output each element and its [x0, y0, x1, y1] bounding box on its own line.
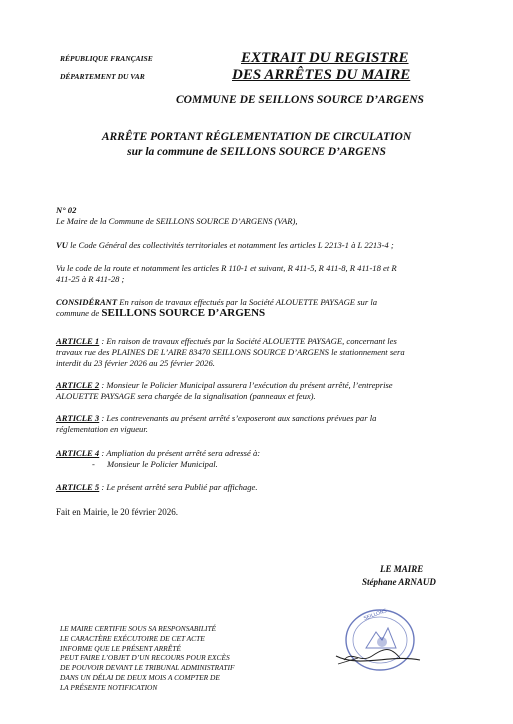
vu-code-line2: 411-25 à R 411-28 ;	[56, 274, 125, 284]
arrete-title-line2: sur la commune de SEILLONS SOURCE D’ARGENS	[127, 146, 386, 158]
article1-label: ARTICLE 1	[56, 336, 100, 346]
fait-en-mairie: Fait en Mairie, le 20 février 2026.	[56, 507, 178, 517]
considerant-text: En raison de travaux effectués par la Société ALOUETTE PAYSAGE sur la	[119, 297, 378, 307]
footer-line: LA PRÉSENTE NOTIFICATION	[60, 682, 158, 692]
considerant-text2: commune de	[56, 308, 100, 318]
article4-line2: Monsieur le Policier Municipal.	[107, 459, 218, 469]
article3-line1: : Les contrevenants au présent arrêté s’exposeront aux sanctions prévues par la	[101, 413, 377, 423]
stamp-text: SEILLONS	[362, 608, 388, 622]
department-label: DÉPARTEMENT DU VAR	[60, 72, 145, 81]
article4-recipient	[92, 459, 452, 470]
article2-label: ARTICLE 2	[56, 380, 100, 390]
commune-stamp	[330, 598, 426, 678]
footer-line: LE CARACTÈRE EXÉCUTOIRE DE CET ACTE	[60, 633, 205, 643]
vu-clause	[56, 240, 458, 251]
commune-heading: COMMUNE DE SEILLONS SOURCE D’ARGENS	[176, 94, 424, 106]
article5-label: ARTICLE 5	[56, 482, 100, 492]
vu-text: le Code Général des collectivités territoriales et notamment les articles L 2213-1 à L 2213-4 ;	[70, 240, 394, 250]
footer-certification	[60, 624, 234, 693]
article4-line1: : Ampliation du présent arrêté sera adressé à:	[101, 448, 261, 458]
signature-title: LE MAIRE	[380, 564, 424, 574]
republic-label: RÉPUBLIQUE FRANÇAISE	[60, 54, 153, 63]
article5	[56, 482, 458, 493]
article4-bullet: -	[92, 459, 95, 469]
vu-label: VU	[56, 240, 68, 250]
footer-line: LE MAIRE CERTIFIE SOUS SA RESPONSABILITÉ	[60, 624, 217, 633]
maire-intro: Le Maire de la Commune de SEILLONS SOURCE D’ARGENS (VAR),	[56, 216, 298, 226]
register-title-line2: DES ARRÊTES DU MAIRE	[232, 67, 411, 83]
article1	[56, 336, 458, 347]
article5-line1: : Le présent arrêté sera Publié par affichage.	[101, 482, 258, 492]
article1-line2: travaux rue des PLAINES DE L’AIRE 83470 SEILLONS SOURCE D’ARGENS le stationnement sera	[56, 347, 405, 357]
article1-line1: : En raison de travaux effectués par la Société ALOUETTE PAYSAGE, concernant les	[101, 336, 397, 346]
article3-line2: réglementation en vigueur.	[56, 424, 148, 434]
article4-label: ARTICLE 4	[56, 448, 100, 458]
considerant-label: CONSIDÉRANT	[56, 297, 118, 307]
considerant-commune-line	[56, 308, 458, 319]
article2	[56, 380, 458, 391]
article1-line3: interdit du 23 février 2026 au 25 février 2026.	[56, 358, 215, 368]
article3-label: ARTICLE 3	[56, 413, 100, 423]
register-title-line1: EXTRAIT DU REGISTRE	[241, 50, 409, 66]
arrete-title-line1: ARRÊTE PORTANT RÉGLEMENTATION DE CIRCULATION	[101, 131, 412, 143]
footer-line: DANS UN DÉLAI DE DEUX MOIS A COMPTER DE	[60, 672, 220, 682]
vu-code-line1: Vu le code de la route et notamment les articles R 110-1 et suivant, R 411-5, R 411-8, R 411-18 et R	[56, 263, 397, 273]
article2-line2: ALOUETTE PAYSAGE sera chargée de la signalisation (panneaux et feux).	[56, 391, 316, 401]
footer-line: DE POUVOIR DEVANT LE TRIBUNAL ADMINISTRATIF	[60, 663, 235, 673]
arrete-number: N° 02	[56, 205, 77, 215]
article3	[56, 413, 458, 424]
footer-line: PEUT FAIRE L’OBJET D’UN RECOURS POUR EXCÈS	[60, 653, 230, 663]
considerant-commune: SEILLONS SOURCE D’ARGENS	[101, 307, 266, 319]
footer-line: INFORME QUE LE PRÉSENT ARRÊTÉ	[60, 643, 181, 653]
article2-line1: : Monsieur le Policier Municipal assurera l’exécution du présent arrêté, l’entreprise	[101, 380, 393, 390]
article4	[56, 448, 458, 459]
signature-name: Stéphane ARNAUD	[362, 577, 436, 587]
